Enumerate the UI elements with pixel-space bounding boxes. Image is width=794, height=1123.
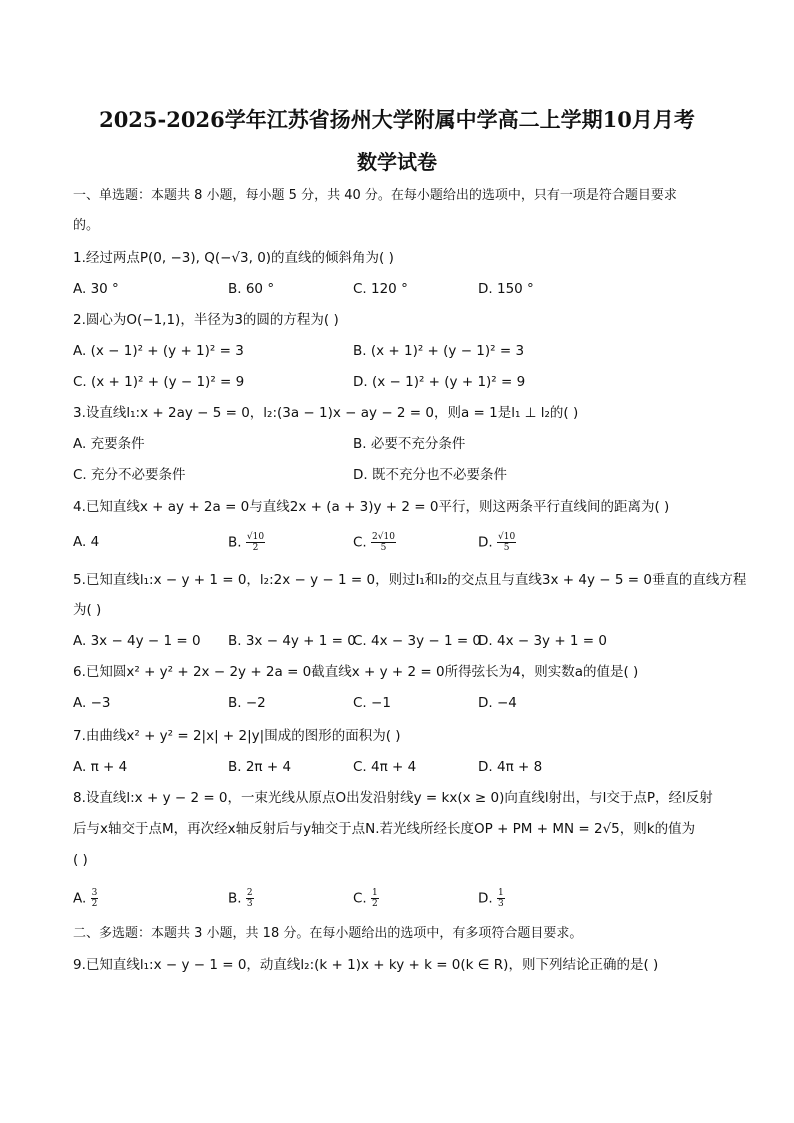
denominator: 2 [252,543,259,553]
option-c: C. 4x − 3y − 1 = 0 [353,633,482,649]
denominator: 5 [380,543,387,553]
option-b: B. 2π + 4 [228,759,292,775]
question-6-options [73,693,733,713]
question-1-options [73,279,733,299]
question-7-options [73,757,733,777]
denominator: 2 [372,899,378,909]
option-a: A. (x − 1)² + (y + 1)² = 3 [73,343,244,359]
option-c: C. 120 ° [353,281,408,297]
option-b: B. 必要不充分条件 [353,436,466,452]
question-3-options-row1 [73,434,733,454]
denominator: 3 [497,899,504,909]
option-d: D. 150 ° [478,281,534,297]
fraction [246,532,265,553]
fraction [246,888,254,909]
option-label: D. [478,890,493,907]
question-6-stem: 6.已知圆x² + y² + 2x − 2y + 2a = 0截直线x + y + 2 = 0所得弦长为4，则实数a的值是( ) [73,664,639,680]
option-label: A. [73,890,87,907]
option-a: A. 30 ° [73,281,119,297]
question-3-options-row2 [73,465,733,485]
question-4-options [73,532,733,552]
numerator: 3 [91,888,98,898]
option-b: B. 60 ° [228,281,275,297]
question-5-stem: 5.已知直线l₁:x − y + 1 = 0，l₂:2x − y − 1 = 0，则过l₁和l₂的交点且与直线3x + 4y − 5 = 0垂直的直线方程 [73,572,747,588]
numerator: 1 [497,888,504,898]
option-d: D. −4 [478,695,517,711]
option-c: C. 充分不必要条件 [73,467,186,483]
option-b: B. (x + 1)² + (y − 1)² = 3 [353,343,525,359]
fraction [371,532,396,553]
option-c [353,532,396,553]
denominator: 5 [503,543,510,553]
question-8-stem: 8.设直线l:x + y − 2 = 0，一束光线从原点O出发沿射线y = kx(x ≥ 0)向直线l射出，与l交于点P，经l反射 [73,790,713,806]
option-d [478,532,516,553]
option-label: B. [228,534,242,551]
question-8-stem-cont: 后与x轴交于点M，再次经x轴反射后与y轴交于点N.若光线所经长度OP + PM + MN = 2√5，则k的值为 [73,821,696,837]
option-d [478,888,505,909]
option-a: A. −3 [73,695,111,711]
question-4-stem: 4.已知直线x + ay + 2a = 0与直线2x + (a + 3)y + 2 = 0平行，则这两条平行直线间的距离为( ) [73,499,670,515]
question-8-options [73,888,733,908]
question-3-stem: 3.设直线l₁:x + 2ay − 5 = 0，l₂:(3a − 1)x − ay − 2 = 0，则a = 1是l₁ ⊥ l₂的( ) [73,405,579,421]
question-9-stem: 9.已知直线l₁:x − y − 1 = 0，动直线l₂:(k + 1)x + ky + k = 0(k ∈ R)，则下列结论正确的是( ) [73,957,659,973]
exam-title: 2025-2026学年江苏省扬州大学附属中学高二上学期10月月考 [99,107,695,132]
section-multi-choice-header: 二、多选题：本题共 3 小题，共 18 分。在每小题给出的选项中，有多项符合题目要求。 [73,926,583,941]
option-d: D. 既不充分也不必要条件 [353,467,507,483]
question-2-options-row2 [73,372,733,392]
fraction [497,532,516,553]
fraction [497,888,505,909]
option-label: C. [353,534,367,551]
option-c [353,888,379,909]
denominator: 3 [246,899,253,909]
option-label: C. [353,890,367,907]
option-d: D. 4x − 3y + 1 = 0 [478,633,607,649]
option-b [228,888,254,909]
numerator: 1 [372,888,378,898]
numerator: 2√10 [372,532,395,542]
option-b: B. 3x − 4y + 1 = 0 [228,633,356,649]
fraction [91,888,99,909]
option-d: D. (x − 1)² + (y + 1)² = 9 [353,374,526,390]
fraction [371,888,379,909]
question-8-stem-paren: ( ) [73,852,88,868]
question-5-options [73,631,733,651]
question-1-stem: 1.经过两点P(0, −3), Q(−√3, 0)的直线的倾斜角为( ) [73,250,394,266]
denominator: 2 [91,899,98,909]
question-5-stem-cont: 为( ) [73,602,102,618]
option-label: B. [228,890,242,907]
question-7-stem: 7.由曲线x² + y² = 2|x| + 2|y|围成的图形的面积为( ) [73,728,401,744]
option-label: D. [478,534,493,551]
question-2-options-row1 [73,341,733,361]
option-a: A. 充要条件 [73,436,145,452]
section-single-choice-header-cont: 的。 [73,218,100,233]
option-a: A. π + 4 [73,759,128,775]
question-2-stem: 2.圆心为O(−1,1)，半径为3的圆的方程为( ) [73,312,339,328]
option-b: B. −2 [228,695,266,711]
option-c: C. 4π + 4 [353,759,417,775]
option-a: A. 4 [73,534,100,550]
option-c: C. (x + 1)² + (y − 1)² = 9 [73,374,245,390]
option-a: A. 3x − 4y − 1 = 0 [73,633,201,649]
exam-subtitle: 数学试卷 [357,150,437,174]
numerator: √10 [246,532,265,542]
numerator: 2 [246,888,253,898]
option-c: C. −1 [353,695,391,711]
option-a [73,888,98,909]
option-b [228,532,265,553]
section-single-choice-header: 一、单选题：本题共 8 小题，每小题 5 分，共 40 分。在每小题给出的选项中，只有一项是符合题目要求 [73,188,677,203]
option-d: D. 4π + 8 [478,759,543,775]
numerator: √10 [497,532,516,542]
